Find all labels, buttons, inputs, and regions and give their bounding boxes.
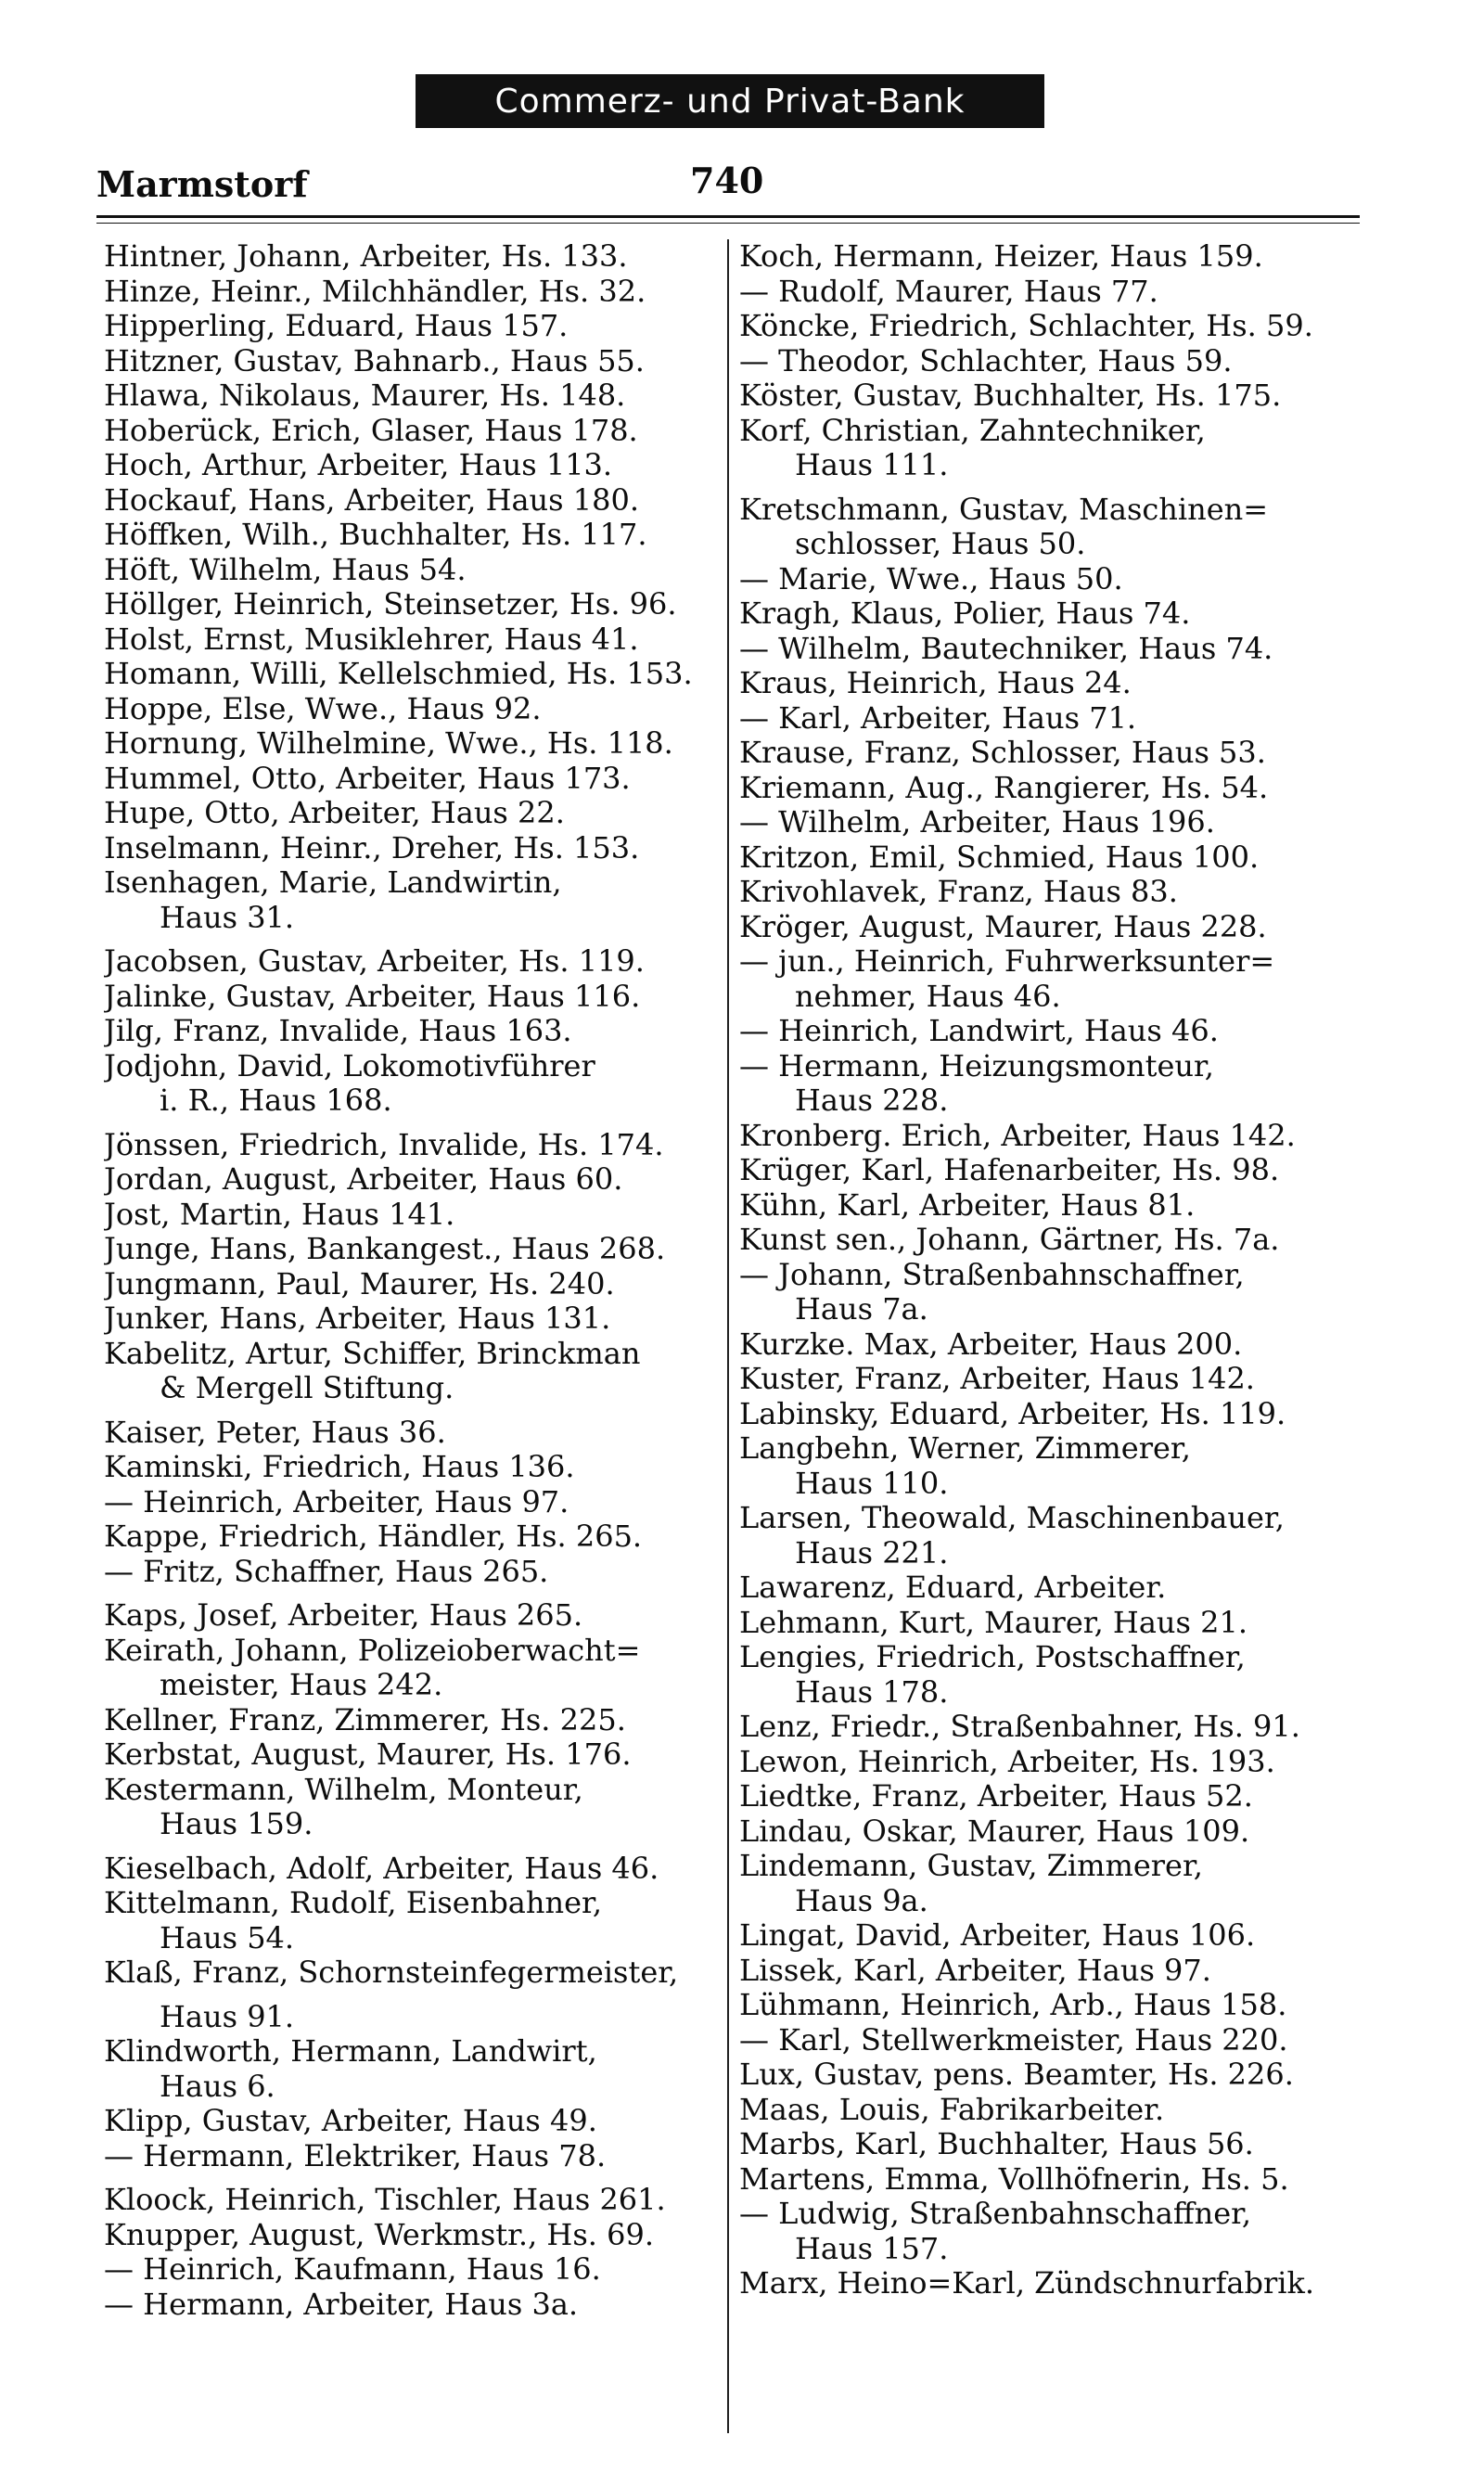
directory-entry: Hockauf, Hans, Arbeiter, Haus 180. bbox=[104, 482, 639, 518]
directory-entry: Kaps, Josef, Arbeiter, Haus 265. bbox=[104, 1598, 583, 1633]
directory-entry: — Fritz, Schaffner, Haus 265. bbox=[104, 1554, 549, 1589]
directory-entry: Hupe, Otto, Arbeiter, Haus 22. bbox=[104, 796, 565, 830]
directory-entry: Höllger, Heinrich, Steinsetzer, Hs. 96. bbox=[104, 587, 677, 622]
entry-spacer bbox=[104, 1991, 735, 2000]
directory-entry: Korf, Christian, Zahntechniker, bbox=[739, 413, 1206, 448]
directory-entry: Höffken, Wilh., Buchhalter, Hs. 117. bbox=[104, 518, 647, 552]
directory-entry: Höft, Wilhelm, Haus 54. bbox=[104, 552, 467, 587]
entry-spacer bbox=[104, 1119, 735, 1128]
directory-entry-continuation: Haus 7a. bbox=[795, 1292, 928, 1327]
entry-spacer bbox=[104, 1589, 735, 1598]
directory-entry: Kabelitz, Artur, Schiffer, Brinckman bbox=[104, 1336, 641, 1371]
directory-entry: Lengies, Friedrich, Postschaffner, bbox=[739, 1640, 1246, 1674]
directory-entry: Marbs, Karl, Buchhalter, Haus 56. bbox=[739, 2127, 1254, 2161]
directory-entry: Kragh, Klaus, Polier, Haus 74. bbox=[739, 596, 1191, 631]
directory-entry: Kriemann, Aug., Rangierer, Hs. 54. bbox=[739, 770, 1269, 805]
directory-entry: — Rudolf, Maurer, Haus 77. bbox=[739, 274, 1158, 309]
directory-entry: Hoberück, Erich, Glaser, Haus 178. bbox=[104, 413, 638, 448]
directory-entry: — Heinrich, Kaufmann, Haus 16. bbox=[104, 2252, 601, 2287]
directory-entry: Martens, Emma, Vollhöfnerin, Hs. 5. bbox=[739, 2161, 1289, 2197]
header-rule-thin bbox=[96, 223, 1360, 224]
directory-entry: Liedtke, Franz, Arbeiter, Haus 52. bbox=[739, 1779, 1253, 1814]
directory-entry: Jilg, Franz, Invalide, Haus 163. bbox=[104, 1014, 572, 1048]
directory-entry: Isenhagen, Marie, Landwirtin, bbox=[104, 865, 562, 900]
directory-entry: Lindemann, Gustav, Zimmerer, bbox=[739, 1849, 1203, 1883]
directory-entry-continuation: Haus 91. bbox=[160, 1999, 295, 2034]
directory-entry-continuation: & Mergell Stiftung. bbox=[160, 1371, 454, 1405]
entry-spacer bbox=[104, 1406, 735, 1416]
directory-entry: Junker, Hans, Arbeiter, Haus 131. bbox=[104, 1301, 611, 1336]
directory-entry: Kellner, Franz, Zimmerer, Hs. 225. bbox=[104, 1702, 626, 1737]
directory-entry: Kittelmann, Rudolf, Eisenbahner, bbox=[104, 1886, 602, 1920]
directory-entry: — Hermann, Arbeiter, Haus 3a. bbox=[104, 2287, 579, 2322]
directory-column-left bbox=[104, 239, 735, 2322]
directory-entry: Lehmann, Kurt, Maurer, Haus 21. bbox=[739, 1605, 1247, 1640]
directory-entry: Hinze, Heinr., Milchhändler, Hs. 32. bbox=[104, 274, 646, 309]
directory-entry: Larsen, Theowald, Maschinenbauer, bbox=[739, 1501, 1285, 1535]
directory-entry: Kaiser, Peter, Haus 36. bbox=[104, 1415, 446, 1450]
directory-entry: Kunst sen., Johann, Gärtner, Hs. 7a. bbox=[739, 1223, 1280, 1257]
directory-entry: Klipp, Gustav, Arbeiter, Haus 49. bbox=[104, 2104, 597, 2138]
directory-entry-continuation: schlosser, Haus 50. bbox=[795, 527, 1086, 561]
page-number: 740 bbox=[690, 160, 764, 201]
directory-entry: Hornung, Wilhelmine, Wwe., Hs. 118. bbox=[104, 726, 673, 761]
directory-entry: Krause, Franz, Schlosser, Haus 53. bbox=[739, 736, 1266, 770]
advertisement-banner: Commerz- und Privat-Bank bbox=[416, 74, 1044, 128]
directory-entry: — jun., Heinrich, Fuhrwerksunter= bbox=[739, 944, 1275, 979]
directory-entry: — Hermann, Heizungsmonteur, bbox=[739, 1048, 1214, 1083]
directory-entry: Lux, Gustav, pens. Beamter, Hs. 226. bbox=[739, 2057, 1294, 2092]
directory-entry: Maas, Louis, Fabrikarbeiter. bbox=[739, 2092, 1165, 2127]
page-header-place: Marmstorf bbox=[96, 163, 308, 205]
directory-entry: Hintner, Johann, Arbeiter, Hs. 133. bbox=[104, 239, 628, 274]
directory-entry: — Hermann, Elektriker, Haus 78. bbox=[104, 2138, 607, 2173]
directory-entry: Krivohlavek, Franz, Haus 83. bbox=[739, 875, 1178, 909]
directory-entry: Kraus, Heinrich, Haus 24. bbox=[739, 666, 1132, 700]
directory-entry: Lühmann, Heinrich, Arb., Haus 158. bbox=[739, 1988, 1287, 2022]
directory-entry: Keirath, Johann, Polizeioberwacht= bbox=[104, 1633, 641, 1668]
directory-entry: — Wilhelm, Bautechniker, Haus 74. bbox=[739, 631, 1273, 666]
directory-entry: — Ludwig, Straßenbahnschaffner, bbox=[739, 2197, 1252, 2231]
directory-entry: — Marie, Wwe., Haus 50. bbox=[739, 561, 1123, 596]
directory-entry: Koch, Hermann, Heizer, Haus 159. bbox=[739, 239, 1263, 274]
directory-entry-continuation: Haus 6. bbox=[160, 2069, 275, 2104]
directory-entry-continuation: i. R., Haus 168. bbox=[160, 1083, 392, 1118]
directory-entry: Kronberg. Erich, Arbeiter, Haus 142. bbox=[739, 1118, 1296, 1153]
directory-entry: Kurzke. Max, Arbeiter, Haus 200. bbox=[739, 1327, 1243, 1362]
directory-entry: Kaminski, Friedrich, Haus 136. bbox=[104, 1450, 575, 1484]
directory-entry: Hoch, Arthur, Arbeiter, Haus 113. bbox=[104, 448, 613, 482]
directory-column-right bbox=[739, 239, 1370, 2301]
directory-entry: Köster, Gustav, Buchhalter, Hs. 175. bbox=[739, 378, 1282, 413]
directory-entry-continuation: Haus 228. bbox=[795, 1083, 949, 1118]
directory-entry: Holst, Ernst, Musiklehrer, Haus 41. bbox=[104, 622, 639, 657]
directory-entry: — Karl, Stellwerkmeister, Haus 220. bbox=[739, 2022, 1288, 2057]
directory-entry-continuation: meister, Haus 242. bbox=[160, 1668, 443, 1702]
directory-entry: Jalinke, Gustav, Arbeiter, Haus 116. bbox=[104, 979, 641, 1014]
directory-entry: Knupper, August, Werkmstr., Hs. 69. bbox=[104, 2217, 654, 2252]
directory-entry: Krüger, Karl, Hafenarbeiter, Hs. 98. bbox=[739, 1153, 1280, 1187]
directory-entry: Kritzon, Emil, Schmied, Haus 100. bbox=[739, 840, 1260, 875]
directory-entry: Kloock, Heinrich, Tischler, Haus 261. bbox=[104, 2183, 666, 2217]
directory-entry-continuation: Haus 159. bbox=[160, 1807, 313, 1841]
directory-entry: Lindau, Oskar, Maurer, Haus 109. bbox=[739, 1814, 1250, 1849]
directory-entry: Kretschmann, Gustav, Maschinen= bbox=[739, 492, 1269, 527]
directory-entry: Kerbstat, August, Maurer, Hs. 176. bbox=[104, 1737, 632, 1772]
directory-entry: Kuster, Franz, Arbeiter, Haus 142. bbox=[739, 1362, 1255, 1396]
directory-entry: Homann, Willi, Kellelschmied, Hs. 153. bbox=[104, 657, 693, 691]
directory-entry: Lawarenz, Eduard, Arbeiter. bbox=[739, 1570, 1167, 1605]
directory-entry-continuation: Haus 31. bbox=[160, 900, 295, 935]
entry-spacer bbox=[104, 1842, 735, 1852]
directory-entry: Kröger, August, Maurer, Haus 228. bbox=[739, 909, 1267, 944]
entry-spacer bbox=[104, 2173, 735, 2183]
directory-entry: Lenz, Friedr., Straßenbahner, Hs. 91. bbox=[739, 1710, 1300, 1744]
directory-entry: — Heinrich, Arbeiter, Haus 97. bbox=[104, 1484, 569, 1519]
directory-entry: Hlawa, Nikolaus, Maurer, Hs. 148. bbox=[104, 378, 626, 413]
directory-entry: Hipperling, Eduard, Haus 157. bbox=[104, 309, 569, 343]
directory-entry-continuation: Haus 178. bbox=[795, 1674, 949, 1710]
directory-entry-continuation: Haus 9a. bbox=[795, 1883, 928, 1918]
directory-entry: Köncke, Friedrich, Schlachter, Hs. 59. bbox=[739, 309, 1313, 343]
directory-entry: Kühn, Karl, Arbeiter, Haus 81. bbox=[739, 1187, 1196, 1223]
directory-entry: Junge, Hans, Bankangest., Haus 268. bbox=[104, 1232, 666, 1266]
directory-entry: Labinsky, Eduard, Arbeiter, Hs. 119. bbox=[739, 1396, 1286, 1431]
directory-entry: Klaß, Franz, Schornsteinfegermeister, bbox=[104, 1955, 679, 1990]
directory-entry-continuation: Haus 110. bbox=[795, 1466, 949, 1501]
directory-entry: Jönssen, Friedrich, Invalide, Hs. 174. bbox=[104, 1127, 664, 1162]
directory-entry: — Karl, Arbeiter, Haus 71. bbox=[739, 700, 1137, 736]
directory-entry: — Johann, Straßenbahnschaffner, bbox=[739, 1257, 1245, 1292]
directory-entry: — Heinrich, Landwirt, Haus 46. bbox=[739, 1014, 1219, 1048]
directory-entry: Lissek, Karl, Arbeiter, Haus 97. bbox=[739, 1953, 1211, 1988]
entry-spacer bbox=[104, 935, 735, 944]
directory-entry: Lewon, Heinrich, Arbeiter, Hs. 193. bbox=[739, 1744, 1275, 1779]
directory-entry: Jacobsen, Gustav, Arbeiter, Hs. 119. bbox=[104, 944, 645, 979]
directory-entry: Langbehn, Werner, Zimmerer, bbox=[739, 1431, 1191, 1466]
directory-entry: Inselmann, Heinr., Dreher, Hs. 153. bbox=[104, 830, 640, 865]
directory-entry-continuation: Haus 157. bbox=[795, 2231, 949, 2266]
directory-entry: Kestermann, Wilhelm, Monteur, bbox=[104, 1772, 583, 1807]
directory-entry: Jost, Martin, Haus 141. bbox=[104, 1197, 455, 1232]
directory-entry: Lingat, David, Arbeiter, Haus 106. bbox=[739, 1918, 1256, 1953]
directory-entry: Jungmann, Paul, Maurer, Hs. 240. bbox=[104, 1266, 615, 1301]
directory-entry-continuation: nehmer, Haus 46. bbox=[795, 979, 1061, 1014]
directory-entry: Klindworth, Hermann, Landwirt, bbox=[104, 2034, 597, 2069]
directory-entry: Kappe, Friedrich, Händler, Hs. 265. bbox=[104, 1519, 643, 1554]
header-rule bbox=[96, 215, 1360, 218]
directory-entry: Hitzner, Gustav, Bahnarb., Haus 55. bbox=[104, 343, 645, 378]
directory-entry: Marx, Heino=Karl, Zündschnurfabrik. bbox=[739, 2266, 1315, 2301]
directory-entry-continuation: Haus 111. bbox=[795, 448, 949, 482]
directory-entry: Hoppe, Else, Wwe., Haus 92. bbox=[104, 691, 542, 726]
directory-entry: Hummel, Otto, Arbeiter, Haus 173. bbox=[104, 761, 631, 796]
directory-entry: Jordan, August, Arbeiter, Haus 60. bbox=[104, 1162, 623, 1197]
directory-entry: — Theodor, Schlachter, Haus 59. bbox=[739, 343, 1233, 378]
directory-entry-continuation: Haus 221. bbox=[795, 1535, 949, 1570]
directory-entry: — Wilhelm, Arbeiter, Haus 196. bbox=[739, 805, 1215, 840]
directory-entry: Kieselbach, Adolf, Arbeiter, Haus 46. bbox=[104, 1851, 659, 1886]
directory-entry: Jodjohn, David, Lokomotivführer bbox=[104, 1048, 595, 1083]
directory-entry-continuation: Haus 54. bbox=[160, 1920, 295, 1955]
entry-spacer bbox=[739, 483, 1370, 493]
